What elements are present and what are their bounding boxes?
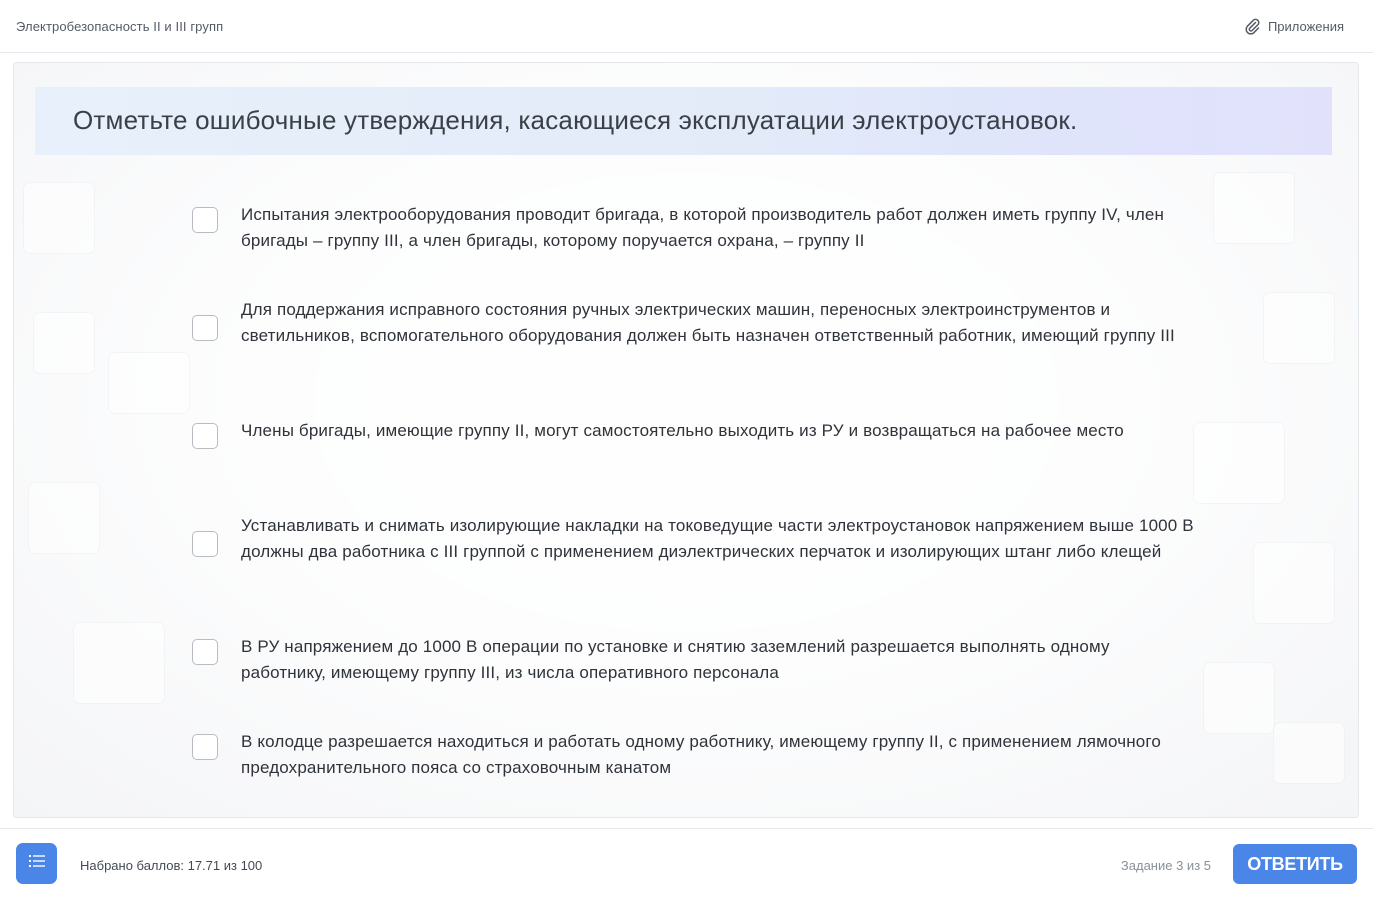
answer-checkbox[interactable] <box>192 531 218 557</box>
background-tile <box>1274 723 1344 783</box>
question-text: Отметьте ошибочные утверждения, касающиеся эксплуатации электроустановок. <box>73 105 1078 135</box>
background-tile <box>1204 663 1274 733</box>
submit-answer-button[interactable]: ОТВЕТИТЬ <box>1233 844 1357 884</box>
answer-option-text: Для поддержания исправного состояния ручных электрических машин, переносных электроинструментов и светильников, вспомогательного оборудования должен быть назначен ответственный работник, имеющий группу III <box>241 300 1175 345</box>
paperclip-icon <box>1244 17 1260 35</box>
answer-checkbox[interactable] <box>192 315 218 341</box>
background-tile <box>29 483 99 553</box>
background-tile <box>1214 173 1294 243</box>
course-title: Электробезопасность II и III групп <box>16 19 224 34</box>
answer-option-text: Члены бригады, имеющие группу II, могут самостоятельно выходить из РУ и возвращаться на рабочее место <box>241 421 1124 440</box>
background-tile <box>109 353 189 413</box>
answer-option-text: Устанавливать и снимать изолирующие накладки на токоведущие части электроустановок напряжением выше 1000 В должны два работника с III группой с применением диэлектрических перчаток и изолирующих штанг либо клещей <box>241 516 1194 561</box>
background-tile <box>74 623 164 703</box>
background-tile <box>24 183 94 253</box>
answer-checkbox[interactable] <box>192 423 218 449</box>
question-panel <box>13 62 1359 818</box>
answer-checkbox[interactable] <box>192 207 218 233</box>
background-tile <box>1194 423 1284 503</box>
attachments-label: Приложения <box>1267 18 1344 34</box>
answer-option-text: Испытания электрооборудования проводит бригада, в которой производитель работ должен иметь группу IV, член бригады – группу III, а член бригады, которому поручается охрана, – группу II <box>241 205 1165 250</box>
task-list-button[interactable] <box>16 843 57 884</box>
task-counter: Задание 3 из 5 <box>1120 858 1211 873</box>
list-icon <box>28 853 46 874</box>
attachments-button[interactable] <box>1244 17 1344 35</box>
background-tile <box>34 313 94 373</box>
question-header <box>35 87 1332 155</box>
top-bar <box>0 0 1373 53</box>
bottom-bar <box>0 828 1373 899</box>
answer-option[interactable] <box>192 202 1192 254</box>
answer-option-text: В колодце разрешается находиться и работать одному работнику, имеющему группу II, с применением лямочного предохранительного пояса со страховочным канатом <box>241 732 1161 777</box>
background-tile <box>1254 543 1334 623</box>
answer-option-text: В РУ напряжением до 1000 В операции по установке и снятию заземлений разрешается выполнять одному работнику, имеющему группу III, из числа оперативного персонала <box>241 637 1110 682</box>
score-text: Набрано баллов: 17.71 из 100 <box>80 858 263 873</box>
answer-option[interactable] <box>192 634 1192 686</box>
background-tile <box>1264 293 1334 363</box>
answer-option[interactable] <box>192 297 1192 375</box>
answer-option[interactable] <box>192 729 1192 781</box>
answer-checkbox[interactable] <box>192 639 218 665</box>
answer-option[interactable] <box>192 513 1192 591</box>
answer-option[interactable] <box>192 418 1192 470</box>
answer-checkbox[interactable] <box>192 734 218 760</box>
